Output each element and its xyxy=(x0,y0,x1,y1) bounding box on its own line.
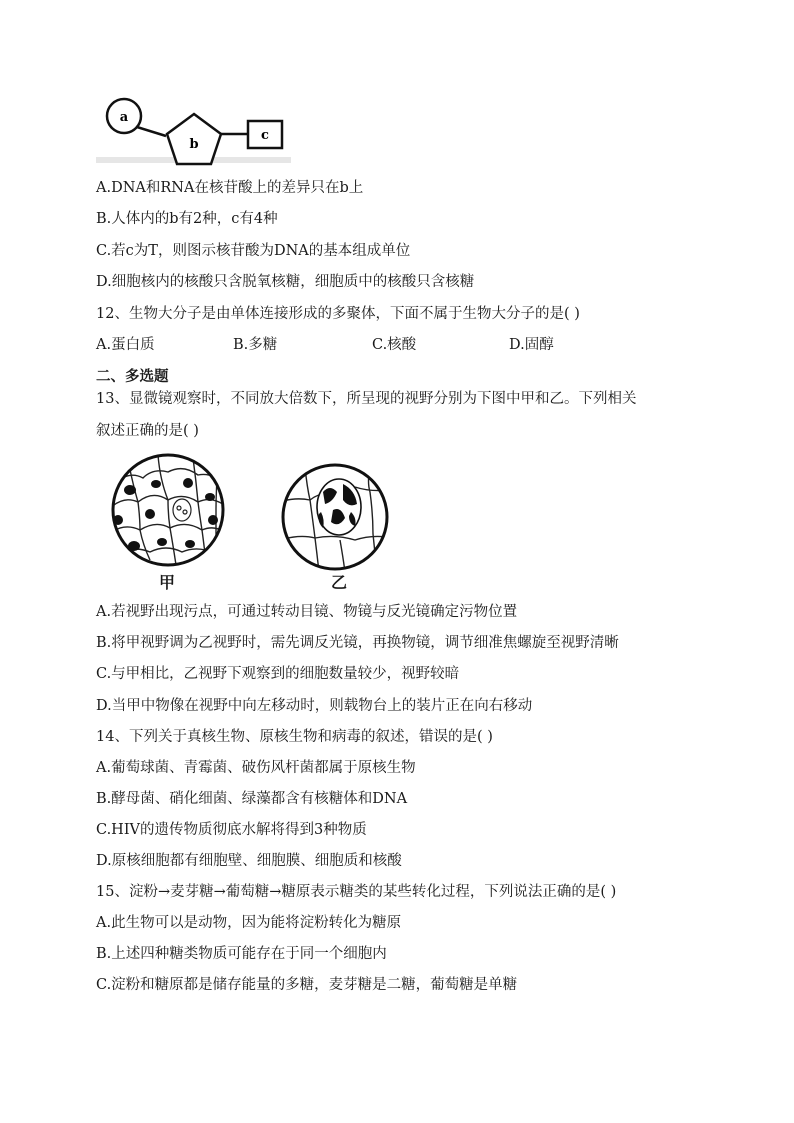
section-heading: 二、多选题 xyxy=(96,368,169,385)
q13-option-c: C.与甲相比，乙视野下观察到的细胞数量较少，视野较暗 xyxy=(96,666,460,682)
nucleotide-diagram xyxy=(96,92,296,172)
q15-option-c: C.淀粉和糖原都是储存能量的多糖，麦芽糖是二糖，葡萄糖是单糖 xyxy=(96,977,518,993)
q12-option-d: D.固醇 xyxy=(509,337,554,353)
q14-stem: 14、下列关于真核生物、原核生物和病毒的叙述，错误的是( ) xyxy=(96,729,493,745)
q11-option-c: C.若c为T，则图示核苷酸为DNA的基本组成单位 xyxy=(96,243,411,259)
figure-label-yi: 乙 xyxy=(331,573,348,592)
q15-stem: 15、淀粉→麦芽糖→葡萄糖→糖原表示糖类的某些转化过程，下列说法正确的是( ) xyxy=(96,884,617,900)
microscope-field-jia xyxy=(98,450,248,568)
microscope-field-yi xyxy=(275,462,395,572)
q13-stem-line1: 13、显微镜观察时，不同放大倍数下，所呈现的视野分别为下图中甲和乙。下列相关 xyxy=(96,391,637,407)
q13-option-b: B.将甲视野调为乙视野时，需先调反光镜，再换物镜，调节细准焦螺旋至视野清晰 xyxy=(96,635,619,651)
label-c: c xyxy=(261,128,269,143)
q12-options xyxy=(96,335,696,355)
q14-option-c: C.HIV的遗传物质彻底水解将得到3种物质 xyxy=(96,822,367,838)
q14-option-b: B.酵母菌、硝化细菌、绿藻都含有核糖体和DNA xyxy=(96,791,408,807)
q12-stem: 12、生物大分子是由单体连接形成的多聚体，下面不属于生物大分子的是( ) xyxy=(96,306,580,322)
q14-option-d: D.原核细胞都有细胞壁、细胞膜、细胞质和核酸 xyxy=(96,853,402,869)
q15-option-b: B.上述四种糖类物质可能存在于同一个细胞内 xyxy=(96,946,387,962)
q11-option-d: D.细胞核内的核酸只含脱氧核糖，细胞质中的核酸只含核糖 xyxy=(96,274,475,290)
figure-label-jia: 甲 xyxy=(159,573,176,592)
q12-option-b: B.多糖 xyxy=(233,337,278,353)
q11-option-b: B.人体内的b有2种，c有4种 xyxy=(96,211,278,227)
q14-option-a: A.葡萄球菌、青霉菌、破伤风杆菌都属于原核生物 xyxy=(96,760,416,776)
q12-option-a: A.蛋白质 xyxy=(96,337,155,353)
q13-stem-line2: 叙述正确的是( ) xyxy=(96,423,199,439)
q11-option-a: A.DNA和RNA在核苷酸上的差异只在b上 xyxy=(96,180,364,196)
label-b: b xyxy=(189,137,199,152)
q15-option-a: A.此生物可以是动物，因为能将淀粉转化为糖原 xyxy=(96,915,402,931)
q12-option-c: C.核酸 xyxy=(372,337,417,353)
q13-option-a: A.若视野出现污点，可通过转动目镜、物镜与反光镜确定污物位置 xyxy=(96,604,518,620)
label-a: a xyxy=(119,110,129,125)
q13-option-d: D.当甲中物像在视野中向左移动时，则载物台上的装片正在向右移动 xyxy=(96,698,533,714)
